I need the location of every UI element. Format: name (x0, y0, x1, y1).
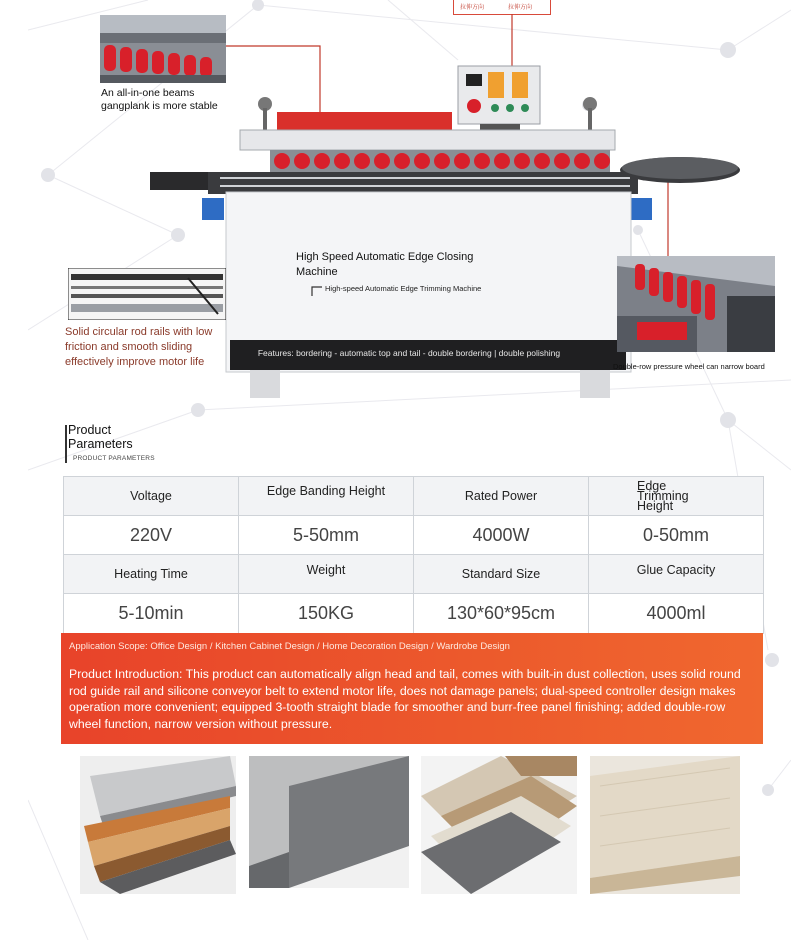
table-row (64, 555, 764, 594)
params-table (63, 476, 764, 634)
param-label-standard-size: Standard Size (414, 555, 589, 594)
sample-wood-panel-stack-1 (80, 756, 236, 894)
arrow-icon (310, 284, 324, 298)
params-heading-subtitle: PRODUCT PARAMETERS (73, 455, 155, 462)
param-label-weight: Weight (239, 555, 414, 594)
table-row (64, 594, 764, 634)
params-heading-bar (65, 425, 67, 463)
caption-badge-left: 拉伸方向 (460, 5, 485, 11)
param-label-heating-time: Heating Time (64, 555, 239, 594)
param-value-voltage: 220V (64, 516, 239, 555)
sample-grey-panel (249, 756, 409, 888)
beams-callout-text: An all-in-one beams gangplank is more stable (101, 87, 218, 112)
param-value-rated-power: 4000W (414, 516, 589, 555)
param-label-rated-power: Rated Power (414, 477, 589, 516)
param-label-glue-capacity: Glue Capacity (589, 555, 764, 594)
table-row (64, 477, 764, 516)
param-value-standard-size: 130*60*95cm (414, 594, 589, 634)
param-label-edge-trimming-height: Edge Trimming Height (589, 477, 764, 516)
param-value-edge-trimming-height: 0-50mm (589, 516, 764, 555)
introduction-panel (61, 633, 763, 744)
application-scope: Application Scope: Office Design / Kitchen Cabinet Design / Home Decoration Design / Wardrobe Design (69, 641, 510, 652)
sample-wood-panel-stack-2 (421, 756, 577, 894)
machine-subtitle: High-speed Automatic Edge Trimming Machine (325, 284, 482, 293)
features-strip: Features: bordering - automatic top and tail - double bordering | double polishing (234, 342, 584, 364)
param-value-edge-banding-height: 5-50mm (239, 516, 414, 555)
param-value-heating-time: 5-10min (64, 594, 239, 634)
rod-rails-callout-text: Solid circular rod rails with low friction and smooth sliding effectively improve motor life (65, 326, 213, 368)
param-label-edge-banding-height: Edge Banding Height (239, 477, 414, 516)
product-page (28, 0, 791, 940)
param-value-glue-capacity: 4000ml (589, 594, 764, 634)
params-heading-title: Product Parameters (68, 423, 133, 451)
table-row (64, 516, 764, 555)
product-introduction: Product Introduction: This product can automatically align head and tail, comes with built-in dust collection, uses solid round rod guide rail and silicone conveyor belt to extend motor life, does not damage panels; dual-speed controller design makes operation more convenient; equipped 3-tooth straight blade for smoother and burr-free panel finishing; added double-row wheel function, narrow version without pressure. (69, 667, 741, 731)
sample-wood-panel-edge (590, 756, 740, 894)
param-value-weight: 150KG (239, 594, 414, 634)
pressure-wheel-callout-text: Double-row pressure wheel can narrow board (613, 362, 765, 371)
caption-badge-right: 拉伸方向 (508, 5, 533, 11)
pressure-rollers (274, 153, 610, 169)
pressure-wheel-photo (617, 256, 775, 352)
machine-title: High Speed Automatic Edge Closing Machine (296, 251, 474, 278)
param-label-voltage: Voltage (64, 477, 239, 516)
rod-rails-photo (68, 268, 226, 320)
